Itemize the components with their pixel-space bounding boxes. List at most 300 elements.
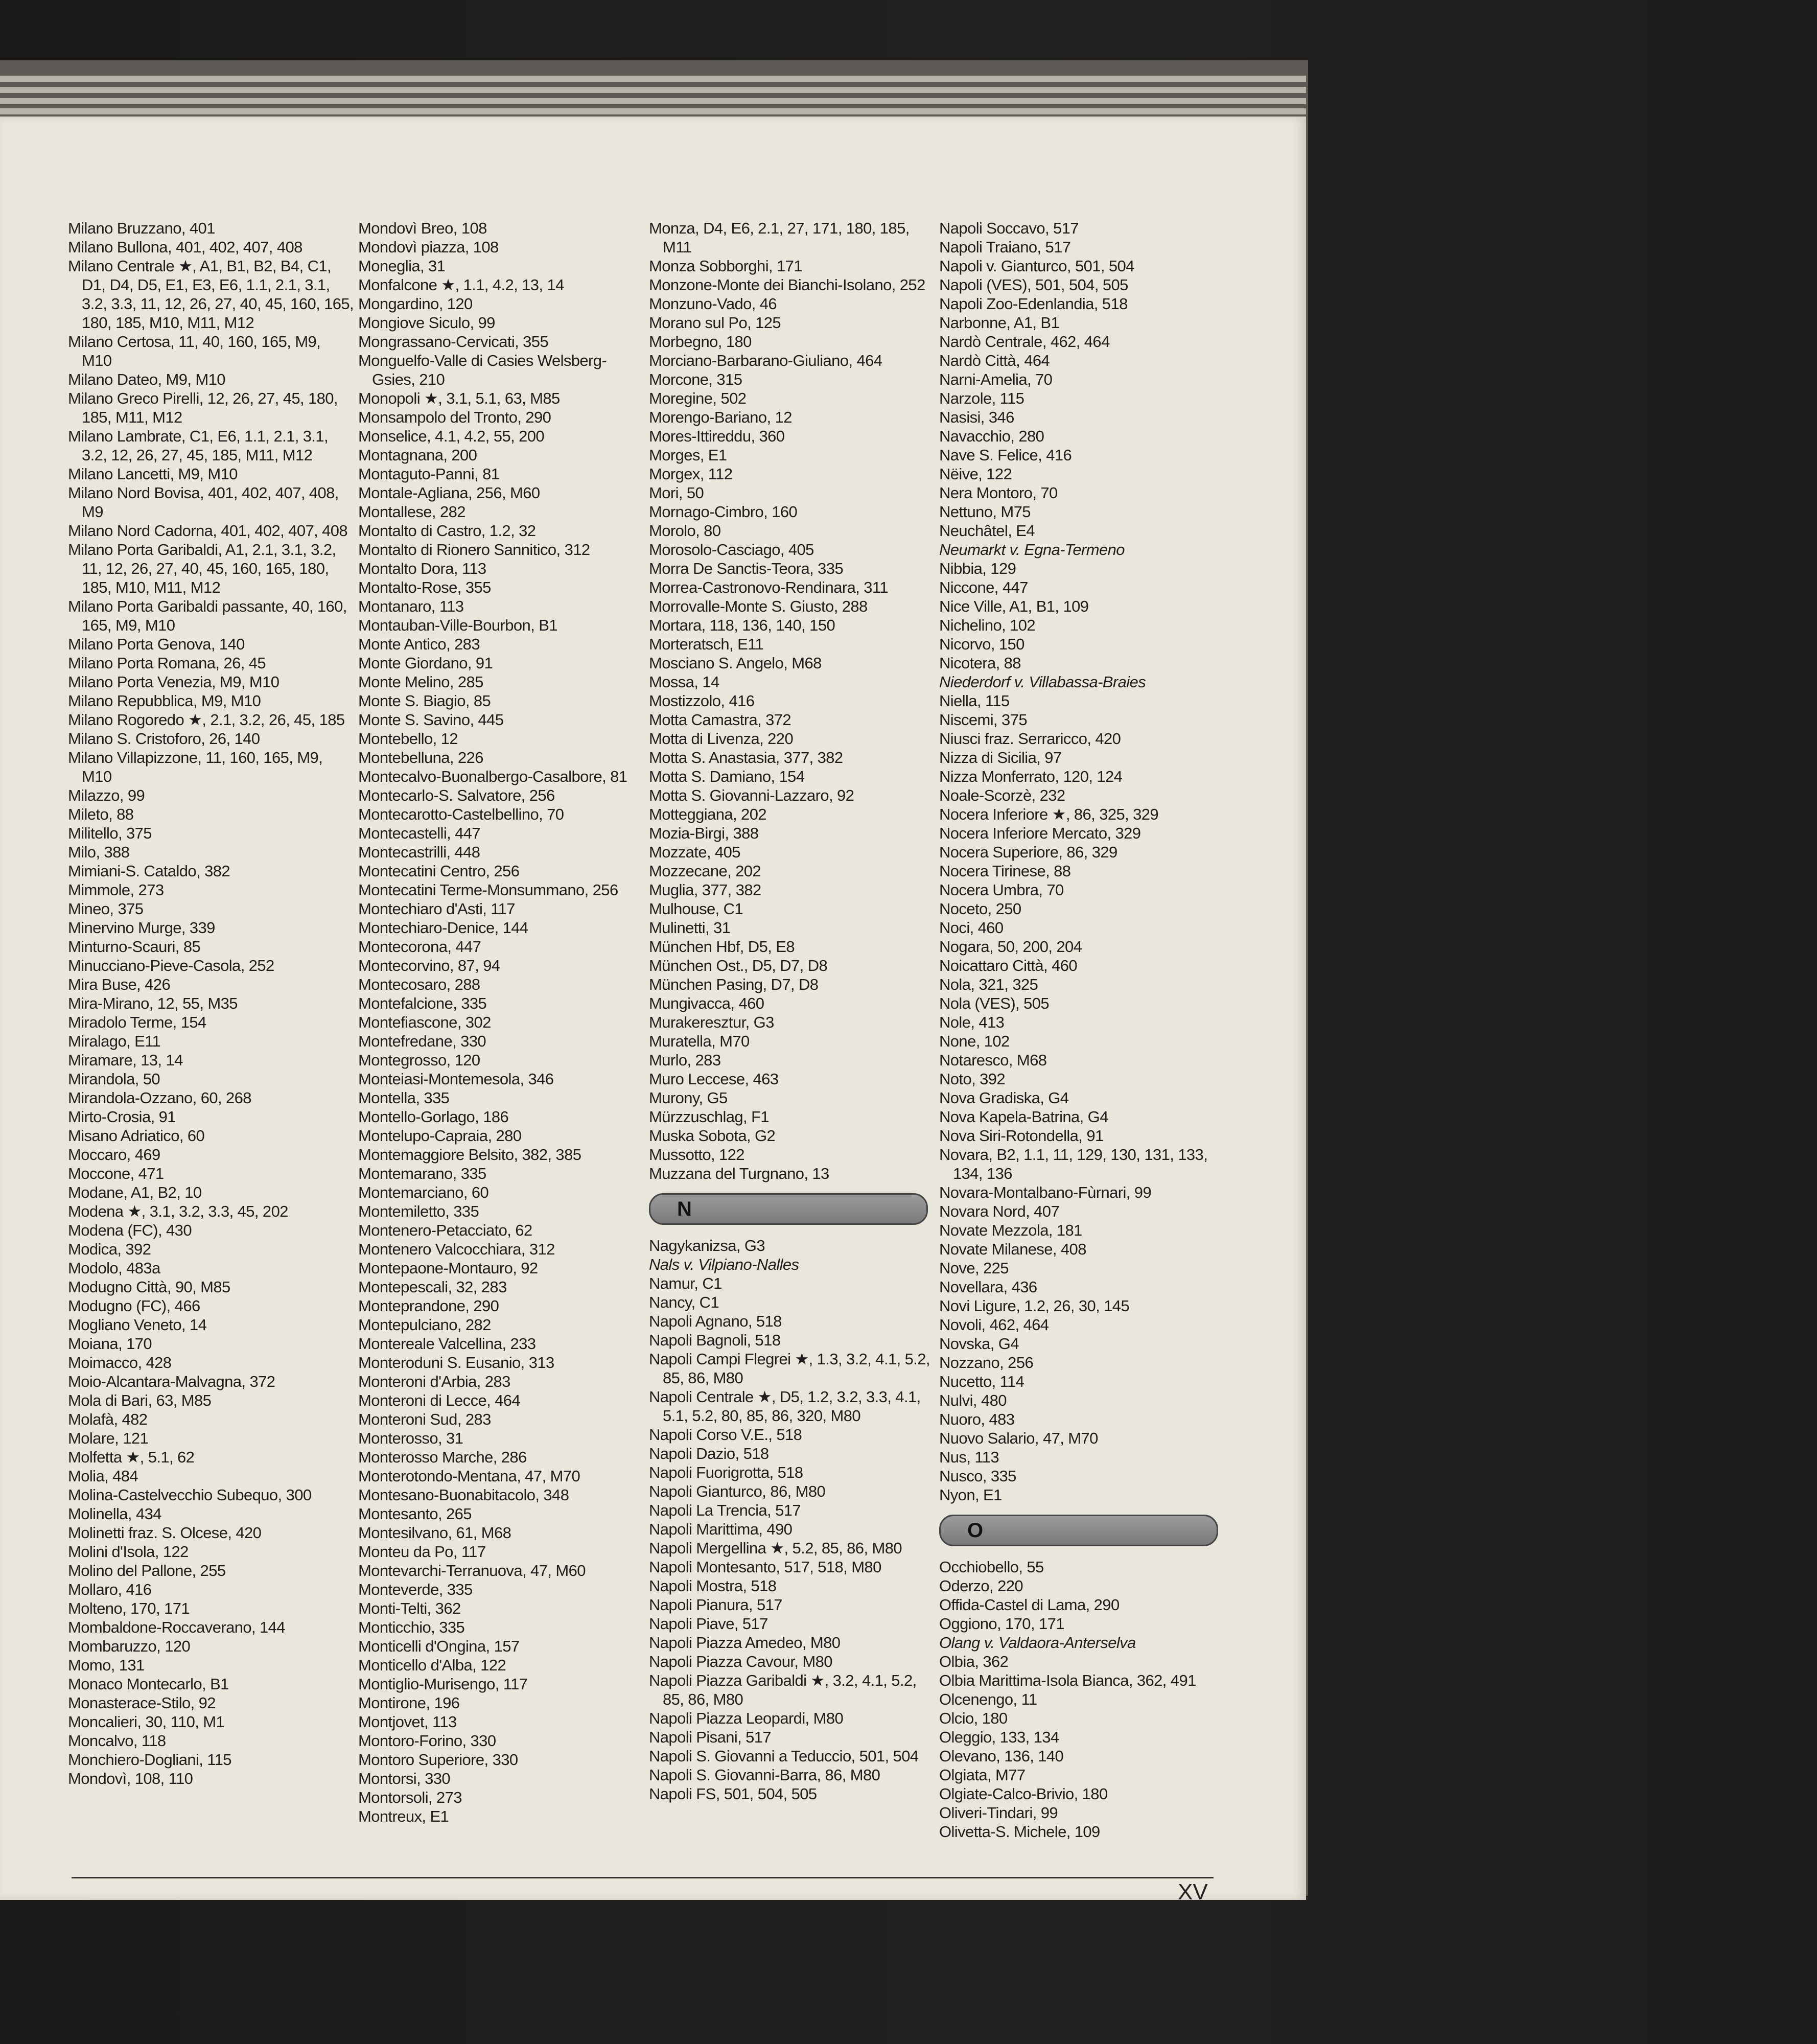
index-entry: Montecatini Terme-Monsummano, 256 — [358, 881, 618, 899]
index-entry: Napoli FS, 501, 504, 505 — [649, 1785, 817, 1803]
index-entry: Montereale Valcellina, 233 — [358, 1335, 536, 1353]
index-entry: Novate Milanese, 408 — [939, 1240, 1086, 1258]
index-entry: Mozia-Birgi, 388 — [649, 824, 759, 842]
index-entry: Napoli Piazza Garibaldi ★, 3.2, 4.1, 5.2, 85, 86, M80 — [649, 1671, 917, 1708]
index-entry: Novellara, 436 — [939, 1278, 1037, 1296]
index-entry: Montecalvo-Buonalbergo-Casalbore, 81 — [358, 768, 627, 785]
index-entry: Mollaro, 416 — [68, 1581, 152, 1598]
index-entry: Nettuno, M75 — [939, 503, 1031, 521]
index-entry: Moregine, 502 — [649, 389, 747, 407]
index-entry: Morbegno, 180 — [649, 333, 752, 351]
index-entry: Nasisi, 346 — [939, 408, 1014, 426]
index-entry: Napoli Gianturco, 86, M80 — [649, 1482, 826, 1500]
index-entry: Molia, 484 — [68, 1467, 138, 1485]
index-entry: Napoli Corso V.E., 518 — [649, 1426, 802, 1444]
index-entry: Nizza di Sicilia, 97 — [939, 749, 1062, 766]
index-entry: Milano Porta Genova, 140 — [68, 635, 245, 653]
index-entry: Mozzecane, 202 — [649, 862, 761, 880]
index-entry: Mulinetti, 31 — [649, 919, 731, 937]
index-entry: München Pasing, D7, D8 — [649, 975, 819, 993]
index-entry: Nuovo Salario, 47, M70 — [939, 1429, 1098, 1447]
index-entry: Monteprandone, 290 — [358, 1297, 499, 1315]
index-entry: Montebelluna, 226 — [358, 749, 483, 766]
section-letter: N — [677, 1198, 692, 1220]
index-entry: Mosciano S. Angelo, M68 — [649, 654, 822, 672]
index-entry: Milano Bullona, 401, 402, 407, 408 — [68, 238, 302, 256]
index-entry: Motta S. Anastasia, 377, 382 — [649, 749, 843, 766]
index-entry: Monzone-Monte dei Bianchi-Isolano, 252 — [649, 276, 925, 294]
index-entry: Milano Nord Bovisa, 401, 402, 407, 408, M9 — [68, 484, 339, 521]
index-entry: Moccone, 471 — [68, 1165, 164, 1182]
index-entry: Montagnana, 200 — [358, 446, 477, 464]
index-entry: Oderzo, 220 — [939, 1577, 1023, 1595]
index-entry: Montesanto, 265 — [358, 1505, 472, 1523]
index-entry: Montanaro, 113 — [358, 597, 464, 615]
index-entry: Novara-Montalbano-Fùrnari, 99 — [939, 1183, 1152, 1201]
index-entry: Narni-Amelia, 70 — [939, 370, 1053, 388]
index-entry: Napoli Centrale ★, D5, 1.2, 3.2, 3.3, 4.1, 5.1, 5.2, 80, 85, 86, 320, M80 — [649, 1388, 921, 1425]
index-entry: Mola di Bari, 63, M85 — [68, 1391, 212, 1409]
index-entry: Motta S. Giovanni-Lazzaro, 92 — [649, 786, 854, 804]
index-entry: Nëive, 122 — [939, 465, 1012, 483]
index-entry: Napoli S. Giovanni-Barra, 86, M80 — [649, 1766, 880, 1784]
index-entry: Olang v. Valdaora-Anterselva — [939, 1634, 1136, 1652]
index-entry: Mori, 50 — [649, 484, 704, 502]
index-entry: Montefredane, 330 — [358, 1032, 486, 1050]
index-entry: Mungivacca, 460 — [649, 994, 764, 1012]
index-entry: None, 102 — [939, 1032, 1010, 1050]
footer-rule — [72, 1877, 1214, 1878]
index-entry: Noicattaro Città, 460 — [939, 957, 1077, 974]
index-entry: Nuoro, 483 — [939, 1410, 1015, 1428]
index-entry: Napoli Traiano, 517 — [939, 238, 1071, 256]
index-entry: Mozzate, 405 — [649, 843, 740, 861]
index-entry: Mirandola, 50 — [68, 1070, 160, 1088]
index-entry: Monteroni Sud, 283 — [358, 1410, 491, 1428]
index-entry: Mores-Ittireddu, 360 — [649, 427, 785, 445]
index-entry: München Hbf, D5, E8 — [649, 938, 795, 956]
index-entry: Napoli La Trencia, 517 — [649, 1501, 801, 1519]
index-entry: Modugno (FC), 466 — [68, 1297, 200, 1315]
index-entry: Molinetti fraz. S. Olcese, 420 — [68, 1524, 262, 1542]
index-entry: Miramare, 13, 14 — [68, 1051, 183, 1069]
index-entry: Nocera Inferiore Mercato, 329 — [939, 824, 1141, 842]
index-entry: Montello-Gorlago, 186 — [358, 1108, 509, 1126]
index-entry: Nichelino, 102 — [939, 616, 1036, 634]
index-entry: Monza Sobborghi, 171 — [649, 257, 802, 275]
index-entry: Montegrosso, 120 — [358, 1051, 480, 1069]
index-entry: Morges, E1 — [649, 446, 727, 464]
index-entry: Monopoli ★, 3.1, 5.1, 63, M85 — [358, 389, 560, 407]
index-entry: Moio-Alcantara-Malvagna, 372 — [68, 1373, 275, 1390]
index-entry: Misano Adriatico, 60 — [68, 1127, 205, 1145]
index-entry: Montecorona, 447 — [358, 938, 481, 956]
index-entry: Moneglia, 31 — [358, 257, 446, 275]
index-entry: Minturno-Scauri, 85 — [68, 938, 201, 956]
index-entry: Montebello, 12 — [358, 730, 458, 748]
index-entry: Montreux, E1 — [358, 1807, 449, 1825]
index-entry: Olgiata, M77 — [939, 1766, 1026, 1784]
index-entry: Militello, 375 — [68, 824, 152, 842]
index-entry: Mombaldone-Roccaverano, 144 — [68, 1618, 285, 1636]
index-entry: Muglia, 377, 382 — [649, 881, 761, 899]
index-entry: Mondovì piazza, 108 — [358, 238, 499, 256]
index-entry: Mongardino, 120 — [358, 295, 473, 313]
index-entry: Montella, 335 — [358, 1089, 450, 1107]
index-entry: Novi Ligure, 1.2, 26, 30, 145 — [939, 1297, 1130, 1315]
index-entry: Motteggiana, 202 — [649, 805, 766, 823]
index-entry: Monteroni di Lecce, 464 — [358, 1391, 521, 1409]
index-entry: Nave S. Felice, 416 — [939, 446, 1072, 464]
index-entry: Montale-Agliana, 256, M60 — [358, 484, 540, 502]
index-entry: Montalto di Rionero Sannitico, 312 — [358, 541, 590, 559]
index-entry: Napoli Mergellina ★, 5.2, 85, 86, M80 — [649, 1539, 902, 1557]
index-entry: Monfalcone ★, 1.1, 4.2, 13, 14 — [358, 276, 564, 294]
index-entry: Napoli Dazio, 518 — [649, 1445, 769, 1462]
index-entry: Notaresco, M68 — [939, 1051, 1047, 1069]
index-entry: Montemarano, 335 — [358, 1165, 486, 1182]
index-entry: Momo, 131 — [68, 1656, 145, 1674]
index-entry: Nucetto, 114 — [939, 1373, 1024, 1390]
index-entry: Molafà, 482 — [68, 1410, 148, 1428]
index-entry: Molare, 121 — [68, 1429, 149, 1447]
index-entry: München Ost., D5, D7, D8 — [649, 957, 828, 974]
index-entry: Milano Repubblica, M9, M10 — [68, 692, 261, 710]
index-entry: Nardò Città, 464 — [939, 352, 1050, 369]
index-entry: Mimmole, 273 — [68, 881, 164, 899]
index-entry: Morcone, 315 — [649, 370, 742, 388]
index-entry: Monterosso Marche, 286 — [358, 1448, 527, 1466]
index-entry: Montenero Valcocchiara, 312 — [358, 1240, 555, 1258]
index-entry: Milano Porta Romana, 26, 45 — [68, 654, 266, 672]
index-column-1 — [68, 219, 354, 1788]
index-entry: Montecastelli, 447 — [358, 824, 481, 842]
index-entry: Narzole, 115 — [939, 389, 1024, 407]
index-entry: Napoli Bagnoli, 518 — [649, 1331, 781, 1349]
index-entry: Mirandola-Ozzano, 60, 268 — [68, 1089, 251, 1107]
index-entry: Napoli Pianura, 517 — [649, 1596, 782, 1614]
index-entry: Niccone, 447 — [939, 578, 1028, 596]
index-entry: Nogara, 50, 200, 204 — [939, 938, 1082, 956]
index-entry: Mimiani-S. Cataldo, 382 — [68, 862, 230, 880]
index-entry: Napoli Marittima, 490 — [649, 1520, 793, 1538]
index-entry: Montefalcione, 335 — [358, 994, 487, 1012]
index-entry: Montecorvino, 87, 94 — [358, 957, 500, 974]
index-entry: Montorsi, 330 — [358, 1770, 451, 1787]
index-entry: Monte Antico, 283 — [358, 635, 480, 653]
index-entry: Occhiobello, 55 — [939, 1558, 1044, 1576]
index-entry: Muska Sobota, G2 — [649, 1127, 776, 1145]
index-entry: Napoli Campi Flegrei ★, 1.3, 3.2, 4.1, 5.2, 85, 86, M80 — [649, 1350, 930, 1387]
index-entry: Milano Porta Garibaldi, A1, 2.1, 3.1, 3.2, 11, 12, 26, 27, 40, 45, 160, 165, 180, 185, M10, M11, M12 — [68, 541, 336, 596]
page-number: XV — [1178, 1879, 1208, 1904]
index-entry: Nus, 113 — [939, 1448, 999, 1466]
index-entry: Monte S. Savino, 445 — [358, 711, 504, 729]
index-entry: Montemarciano, 60 — [358, 1183, 489, 1201]
index-entry: Motta Camastra, 372 — [649, 711, 791, 729]
index-column-4 — [939, 219, 1225, 1841]
index-entry: Muro Leccese, 463 — [649, 1070, 779, 1088]
index-entry: Modolo, 483a — [68, 1259, 160, 1277]
index-entry: Niederdorf v. Villabassa-Braies — [939, 673, 1146, 691]
index-entry: Monguelfo-Valle di Casies Welsberg-Gsies, 210 — [358, 352, 607, 388]
index-entry: Morteratsch, E11 — [649, 635, 764, 653]
index-entry: Morosolo-Casciago, 405 — [649, 541, 814, 559]
index-entry: Mostizzolo, 416 — [649, 692, 755, 710]
index-entry: Mossa, 14 — [649, 673, 719, 691]
index-entry: Morano sul Po, 125 — [649, 314, 781, 332]
index-entry: Nova Kapela-Batrina, G4 — [939, 1108, 1108, 1126]
index-entry: Olivetta-S. Michele, 109 — [939, 1823, 1100, 1841]
index-entry: Milano Rogoredo ★, 2.1, 3.2, 26, 45, 185 — [68, 711, 345, 729]
index-entry: Nova Siri-Rotondella, 91 — [939, 1127, 1104, 1145]
index-entry: Nozzano, 256 — [939, 1354, 1034, 1372]
index-entry: Mogliano Veneto, 14 — [68, 1316, 207, 1334]
index-entry: Mira Buse, 426 — [68, 975, 171, 993]
index-entry: Molfetta ★, 5.1, 62 — [68, 1448, 195, 1466]
index-entry: Molino del Pallone, 255 — [68, 1562, 226, 1580]
index-entry: Moncalvo, 118 — [68, 1732, 166, 1750]
index-entry: Milano Lancetti, M9, M10 — [68, 465, 238, 483]
index-entry: Napoli (VES), 501, 504, 505 — [939, 276, 1128, 294]
index-entry: Oggiono, 170, 171 — [939, 1615, 1064, 1633]
index-entry: Montiglio-Murisengo, 117 — [358, 1675, 528, 1693]
index-entry: Mulhouse, C1 — [649, 900, 743, 918]
index-entry: Motta di Livenza, 220 — [649, 730, 794, 748]
index-entry: Murlo, 283 — [649, 1051, 721, 1069]
index-entry: Novska, G4 — [939, 1335, 1019, 1353]
index-entry: Monteu da Po, 117 — [358, 1543, 486, 1561]
index-entry: Nola, 321, 325 — [939, 975, 1038, 993]
index-entry: Neumarkt v. Egna-Termeno — [939, 541, 1125, 559]
index-entry: Montalto di Castro, 1.2, 32 — [358, 522, 536, 540]
index-entry: Monticelli d'Ongina, 157 — [358, 1637, 520, 1655]
index-entry: Monselice, 4.1, 4.2, 55, 200 — [358, 427, 545, 445]
index-entry: Nardò Centrale, 462, 464 — [939, 333, 1110, 351]
index-entry: Niusci fraz. Serraricco, 420 — [939, 730, 1121, 748]
index-entry: Napoli Pisani, 517 — [649, 1728, 772, 1746]
index-entry: Monterosso, 31 — [358, 1429, 463, 1447]
index-entry: Morrovalle-Monte S. Giusto, 288 — [649, 597, 868, 615]
index-entry: Milano Porta Venezia, M9, M10 — [68, 673, 279, 691]
index-entry: Olcenengo, 11 — [939, 1690, 1037, 1708]
index-entry: Mondovì Breo, 108 — [358, 219, 487, 237]
index-entry: Mortara, 118, 136, 140, 150 — [649, 616, 835, 634]
index-entry: Milano Lambrate, C1, E6, 1.1, 2.1, 3.1, 3.2, 12, 26, 27, 45, 185, M11, M12 — [68, 427, 329, 464]
index-entry: Milano Villapizzone, 11, 160, 165, M9, M10 — [68, 749, 323, 785]
index-entry: Montecosaro, 288 — [358, 975, 480, 993]
page-edge — [0, 98, 1306, 104]
index-entry: Olgiate-Calco-Brivio, 180 — [939, 1785, 1108, 1803]
index-entry: Montepescali, 32, 283 — [358, 1278, 507, 1296]
index-entry: Milo, 388 — [68, 843, 130, 861]
index-entry: Nyon, E1 — [939, 1486, 1002, 1504]
index-column-3 — [649, 219, 935, 1803]
index-entry: Molini d'Isola, 122 — [68, 1543, 189, 1561]
index-entry: Montecarotto-Castelbellino, 70 — [358, 805, 564, 823]
index-entry: Monticello d'Alba, 122 — [358, 1656, 506, 1674]
index-entry: Nicotera, 88 — [939, 654, 1021, 672]
index-entry: Morgex, 112 — [649, 465, 733, 483]
index-entry: Montelupo-Capraia, 280 — [358, 1127, 522, 1145]
index-entry: Mileto, 88 — [68, 805, 134, 823]
index-entry: Monte Giordano, 91 — [358, 654, 493, 672]
section-letter: O — [967, 1519, 984, 1542]
index-entry: Napoli Zoo-Edenlandia, 518 — [939, 295, 1128, 313]
index-entry: Modugno Città, 90, M85 — [68, 1278, 230, 1296]
index-entry: Niella, 115 — [939, 692, 1010, 710]
index-entry: Montevarchi-Terranuova, 47, M60 — [358, 1562, 586, 1580]
index-entry: Minervino Murge, 339 — [68, 919, 215, 937]
index-entry: Napoli Agnano, 518 — [649, 1312, 782, 1330]
index-entry: Napoli S. Giovanni a Teduccio, 501, 504 — [649, 1747, 919, 1765]
index-entry: Montallese, 282 — [358, 503, 465, 521]
index-entry: Noale-Scorzè, 232 — [939, 786, 1065, 804]
page-edge — [0, 108, 1306, 114]
index-entry: Napoli Mostra, 518 — [649, 1577, 777, 1595]
index-entry: Montecatini Centro, 256 — [358, 862, 520, 880]
index-entry: Mussotto, 122 — [649, 1146, 744, 1164]
index-entry: Milano Greco Pirelli, 12, 26, 27, 45, 180, 185, M11, M12 — [68, 389, 338, 426]
index-entry: Montesilvano, 61, M68 — [358, 1524, 511, 1542]
index-entry: Mongrassano-Cervicati, 355 — [358, 333, 549, 351]
index-entry: Mirto-Crosia, 91 — [68, 1108, 176, 1126]
index-entry: Nole, 413 — [939, 1013, 1005, 1031]
index-entry: Montechiaro-Denice, 144 — [358, 919, 528, 937]
index-entry: Navacchio, 280 — [939, 427, 1044, 445]
index-entry: Montauban-Ville-Bourbon, B1 — [358, 616, 557, 634]
index-entry: Montoro-Forino, 330 — [358, 1732, 496, 1750]
index-entry: Montemiletto, 335 — [358, 1202, 479, 1220]
index-column-2 — [358, 219, 644, 1826]
index-entry: Napoli Montesanto, 517, 518, M80 — [649, 1558, 881, 1576]
index-entry: Montepaone-Montauro, 92 — [358, 1259, 538, 1277]
index-entry: Napoli Piave, 517 — [649, 1615, 768, 1633]
index-entry: Moimacco, 428 — [68, 1354, 172, 1372]
index-entry: Mongiove Siculo, 99 — [358, 314, 495, 332]
index-entry: Murakeresztur, G3 — [649, 1013, 774, 1031]
index-entry: Niscemi, 375 — [939, 711, 1027, 729]
index-entry: Nizza Monferrato, 120, 124 — [939, 768, 1123, 785]
index-entry: Miralago, E11 — [68, 1032, 161, 1050]
index-entry: Napoli Soccavo, 517 — [939, 219, 1079, 237]
index-entry: Morra De Sanctis-Teora, 335 — [649, 560, 844, 577]
index-entry: Montoro Superiore, 330 — [358, 1751, 518, 1769]
index-entry: Nibbia, 129 — [939, 560, 1016, 577]
index-entry: Monteroni d'Arbia, 283 — [358, 1373, 510, 1390]
index-entry: Milano Centrale ★, A1, B1, B2, B4, C1, D1, D4, D5, E1, E3, E6, 1.1, 2.1, 3.1, 3.2, 3.3, 11, 12, 26, 27, 40, 45, 160, 165, 180, 185, M10, M11, M12 — [68, 257, 354, 332]
index-entry: Oliveri-Tindari, 99 — [939, 1804, 1058, 1822]
index-entry: Modica, 392 — [68, 1240, 151, 1258]
index-entry: Napoli Piazza Amedeo, M80 — [649, 1634, 841, 1652]
index-entry: Monteroduni S. Eusanio, 313 — [358, 1354, 554, 1372]
index-entry: Olbia Marittima-Isola Bianca, 362, 491 — [939, 1671, 1196, 1689]
index-entry: Moccaro, 469 — [68, 1146, 160, 1164]
index-entry: Nicorvo, 150 — [939, 635, 1024, 653]
index-entry: Nola (VES), 505 — [939, 994, 1049, 1012]
index-entry: Novoli, 462, 464 — [939, 1316, 1049, 1334]
index-entry: Modena ★, 3.1, 3.2, 3.3, 45, 202 — [68, 1202, 288, 1220]
index-entry: Moncalieri, 30, 110, M1 — [68, 1713, 225, 1731]
index-entry: Monchiero-Dogliani, 115 — [68, 1751, 231, 1769]
index-entry: Nulvi, 480 — [939, 1391, 1007, 1409]
index-entry: Narbonne, A1, B1 — [939, 314, 1060, 332]
index-entry: Milazzo, 99 — [68, 786, 145, 804]
index-entry: Montenero-Petacciato, 62 — [358, 1221, 532, 1239]
index-entry: Muzzana del Turgnano, 13 — [649, 1165, 829, 1182]
index-entry: Monasterace-Stilo, 92 — [68, 1694, 216, 1712]
index-entry: Novara, B2, 1.1, 11, 129, 130, 131, 133, 134, 136 — [939, 1146, 1208, 1182]
index-entry: Noceto, 250 — [939, 900, 1021, 918]
index-entry: Nera Montoro, 70 — [939, 484, 1058, 502]
index-entry: Monterotondo-Mentana, 47, M70 — [358, 1467, 580, 1485]
index-entry: Murony, G5 — [649, 1089, 728, 1107]
index-entry: Motta S. Damiano, 154 — [649, 768, 805, 785]
index-entry: Nagykanizsa, G3 — [649, 1237, 765, 1255]
index-entry: Monzuno-Vado, 46 — [649, 295, 777, 313]
index-entry: Nocera Tirinese, 88 — [939, 862, 1071, 880]
index-entry: Montecarlo-S. Salvatore, 256 — [358, 786, 555, 804]
index-entry: Morrea-Castronovo-Rendinara, 311 — [649, 578, 888, 596]
index-entry: Montorsoli, 273 — [358, 1788, 462, 1806]
section-header — [939, 1515, 1218, 1546]
index-entry: Montechiaro d'Asti, 117 — [358, 900, 515, 918]
index-entry: Napoli v. Gianturco, 501, 504 — [939, 257, 1134, 275]
index-entry: Mornago-Cimbro, 160 — [649, 503, 798, 521]
index-entry: Morolo, 80 — [649, 522, 721, 540]
index-entry: Milano S. Cristoforo, 26, 140 — [68, 730, 260, 748]
index-entry: Milano Bruzzano, 401 — [68, 219, 215, 237]
index-entry: Novate Mezzola, 181 — [939, 1221, 1082, 1239]
index-entry: Novara Nord, 407 — [939, 1202, 1060, 1220]
index-entry: Muratella, M70 — [649, 1032, 750, 1050]
page-edge — [0, 76, 1306, 82]
index-entry: Monteiasi-Montemesola, 346 — [358, 1070, 554, 1088]
index-entry: Montemaggiore Belsito, 382, 385 — [358, 1146, 581, 1164]
index-entry: Nusco, 335 — [939, 1467, 1016, 1485]
index-entry: Napoli Piazza Leopardi, M80 — [649, 1709, 844, 1727]
index-entry: Olbia, 362 — [939, 1653, 1009, 1670]
index-entry: Milano Dateo, M9, M10 — [68, 370, 225, 388]
index-entry: Neuchâtel, E4 — [939, 522, 1035, 540]
index-entry: Montirone, 196 — [358, 1694, 460, 1712]
index-entry: Napoli Fuorigrotta, 518 — [649, 1464, 803, 1481]
index-entry: Montecastrilli, 448 — [358, 843, 480, 861]
index-entry: Nocera Umbra, 70 — [939, 881, 1064, 899]
index-entry: Monsampolo del Tronto, 290 — [358, 408, 551, 426]
index-entry: Olcio, 180 — [939, 1709, 1008, 1727]
index-entry: Modane, A1, B2, 10 — [68, 1183, 202, 1201]
index-entry: Montesano-Buonabitacolo, 348 — [358, 1486, 569, 1504]
index-entry: Montaguto-Panni, 81 — [358, 465, 500, 483]
index-entry: Mira-Mirano, 12, 55, M35 — [68, 994, 238, 1012]
index-entry: Molteno, 170, 171 — [68, 1599, 190, 1617]
index-entry: Minucciano-Pieve-Casola, 252 — [68, 957, 274, 974]
index-entry: Montalto-Rose, 355 — [358, 578, 491, 596]
index-entry: Monteverde, 335 — [358, 1581, 473, 1598]
index-entry: Monza, D4, E6, 2.1, 27, 171, 180, 185, M11 — [649, 219, 910, 256]
index-entry: Napoli Piazza Cavour, M80 — [649, 1653, 832, 1670]
index-entry: Nancy, C1 — [649, 1293, 719, 1311]
index-entry: Monaco Montecarlo, B1 — [68, 1675, 229, 1693]
index-entry: Mineo, 375 — [68, 900, 144, 918]
index-entry: Namur, C1 — [649, 1274, 722, 1292]
index-entry: Molinella, 434 — [68, 1505, 161, 1523]
index-entry: Morengo-Bariano, 12 — [649, 408, 792, 426]
index-entry: Offida-Castel di Lama, 290 — [939, 1596, 1120, 1614]
index-entry: Modena (FC), 430 — [68, 1221, 192, 1239]
index-page — [0, 117, 1306, 1900]
